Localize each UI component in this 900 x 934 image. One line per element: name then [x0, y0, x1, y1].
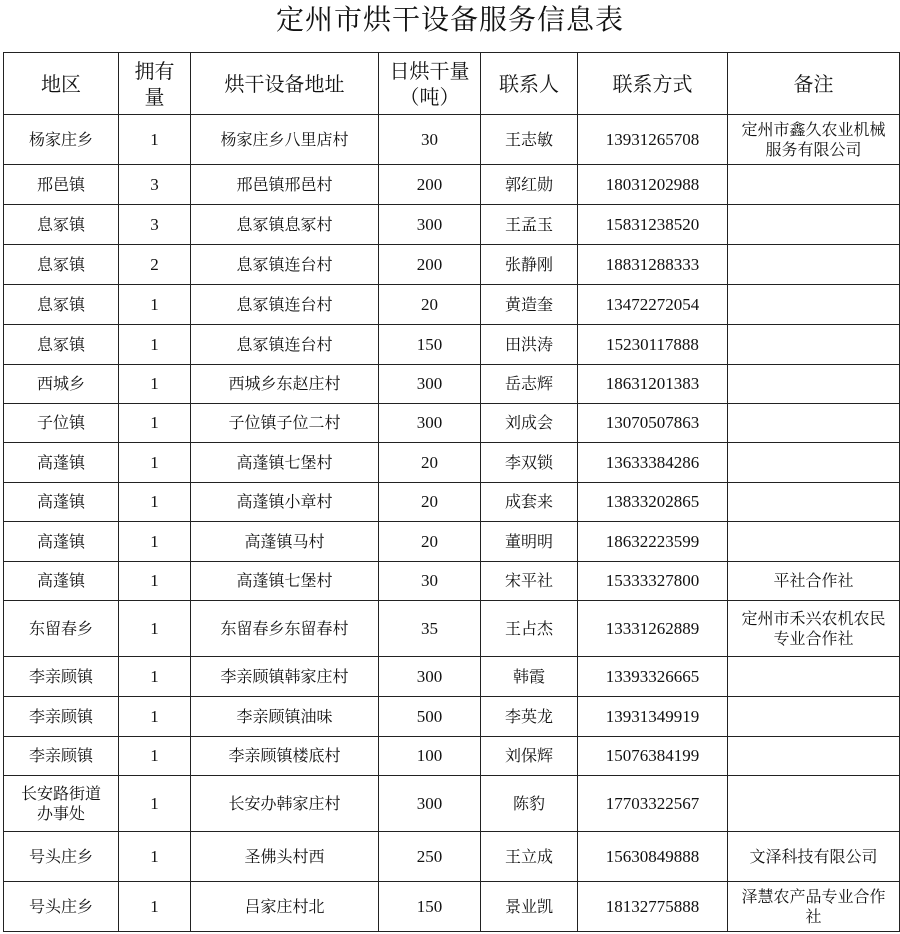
cell-capacity: 20: [379, 483, 481, 522]
cell-count: 3: [119, 165, 191, 205]
cell-contact: 黄造奎: [481, 285, 578, 325]
cell-note: 定州市鑫久农业机械服务有限公司: [728, 115, 900, 165]
cell-address: 息冢镇连台村: [191, 245, 379, 285]
cell-count: 1: [119, 325, 191, 365]
cell-note: [728, 657, 900, 697]
cell-note: [728, 325, 900, 365]
cell-capacity: 200: [379, 245, 481, 285]
cell-phone: 18132775888: [578, 882, 728, 932]
cell-count: 1: [119, 365, 191, 404]
cell-count: 1: [119, 657, 191, 697]
column-header-contact: 联系人: [481, 53, 578, 115]
cell-capacity: 500: [379, 697, 481, 737]
table-row: [4, 325, 900, 365]
cell-count: 1: [119, 404, 191, 443]
cell-note: [728, 697, 900, 737]
cell-address: 子位镇子位二村: [191, 404, 379, 443]
cell-address: 高蓬镇小章村: [191, 483, 379, 522]
cell-contact: 韩霞: [481, 657, 578, 697]
cell-contact: 刘保辉: [481, 737, 578, 776]
cell-phone: 13833202865: [578, 483, 728, 522]
cell-region: 息冢镇: [4, 325, 119, 365]
cell-region: 李亲顾镇: [4, 697, 119, 737]
table-row: [4, 601, 900, 657]
cell-phone: 18632223599: [578, 522, 728, 562]
cell-note: [728, 404, 900, 443]
table-row: [4, 737, 900, 776]
cell-phone: 13393326665: [578, 657, 728, 697]
column-header-address: 烘干设备地址: [191, 53, 379, 115]
table-row: [4, 483, 900, 522]
cell-address: 高蓬镇马村: [191, 522, 379, 562]
cell-count: 1: [119, 443, 191, 483]
cell-contact: 董明明: [481, 522, 578, 562]
cell-capacity: 300: [379, 365, 481, 404]
table-row: [4, 562, 900, 601]
cell-region: 高蓬镇: [4, 522, 119, 562]
cell-note: [728, 483, 900, 522]
header-row: [4, 53, 900, 115]
table-row: [4, 776, 900, 832]
cell-address: 圣佛头村西: [191, 832, 379, 882]
table-row: [4, 115, 900, 165]
cell-note: 泽慧农产品专业合作社: [728, 882, 900, 932]
cell-count: 1: [119, 285, 191, 325]
column-header-capacity: 日烘干量（吨）: [379, 53, 481, 115]
cell-phone: 13931349919: [578, 697, 728, 737]
cell-capacity: 20: [379, 443, 481, 483]
cell-count: 1: [119, 882, 191, 932]
cell-contact: 景业凯: [481, 882, 578, 932]
cell-region: 邢邑镇: [4, 165, 119, 205]
cell-region: 长安路街道办事处: [4, 776, 119, 832]
cell-count: 1: [119, 601, 191, 657]
cell-capacity: 20: [379, 285, 481, 325]
cell-address: 长安办韩家庄村: [191, 776, 379, 832]
cell-contact: 王占杰: [481, 601, 578, 657]
cell-phone: 15333327800: [578, 562, 728, 601]
table-row: [4, 657, 900, 697]
cell-capacity: 100: [379, 737, 481, 776]
cell-note: 定州市禾兴农机农民专业合作社: [728, 601, 900, 657]
cell-phone: 15076384199: [578, 737, 728, 776]
page-title: 定州市烘干设备服务信息表: [275, 3, 624, 36]
cell-note: [728, 205, 900, 245]
cell-address: 东留春乡东留春村: [191, 601, 379, 657]
cell-region: 李亲顾镇: [4, 737, 119, 776]
cell-note: [728, 165, 900, 205]
cell-region: 东留春乡: [4, 601, 119, 657]
cell-count: 1: [119, 832, 191, 882]
cell-region: 高蓬镇: [4, 483, 119, 522]
cell-count: 1: [119, 562, 191, 601]
cell-phone: 18831288333: [578, 245, 728, 285]
cell-note: [728, 365, 900, 404]
cell-region: 子位镇: [4, 404, 119, 443]
cell-count: 1: [119, 115, 191, 165]
cell-note: [728, 285, 900, 325]
cell-contact: 李双锁: [481, 443, 578, 483]
cell-region: 高蓬镇: [4, 562, 119, 601]
cell-contact: 岳志辉: [481, 365, 578, 404]
cell-address: 息冢镇连台村: [191, 325, 379, 365]
cell-phone: 13331262889: [578, 601, 728, 657]
cell-contact: 宋平社: [481, 562, 578, 601]
cell-phone: 18631201383: [578, 365, 728, 404]
cell-capacity: 250: [379, 832, 481, 882]
table-row: [4, 205, 900, 245]
cell-note: [728, 737, 900, 776]
cell-phone: 13633384286: [578, 443, 728, 483]
cell-count: 1: [119, 697, 191, 737]
cell-address: 杨家庄乡八里店村: [191, 115, 379, 165]
cell-contact: 田洪涛: [481, 325, 578, 365]
cell-count: 1: [119, 737, 191, 776]
cell-region: 号头庄乡: [4, 832, 119, 882]
cell-contact: 郭红勋: [481, 165, 578, 205]
cell-capacity: 200: [379, 165, 481, 205]
cell-capacity: 20: [379, 522, 481, 562]
cell-count: 1: [119, 522, 191, 562]
column-header-count: 拥有量: [119, 53, 191, 115]
cell-address: 高蓬镇七堡村: [191, 443, 379, 483]
table-row: [4, 697, 900, 737]
cell-region: 息冢镇: [4, 245, 119, 285]
cell-count: 3: [119, 205, 191, 245]
cell-capacity: 30: [379, 115, 481, 165]
table-row: [4, 443, 900, 483]
cell-address: 吕家庄村北: [191, 882, 379, 932]
cell-address: 李亲顾镇楼底村: [191, 737, 379, 776]
cell-contact: 陈豹: [481, 776, 578, 832]
cell-address: 西城乡东赵庄村: [191, 365, 379, 404]
cell-contact: 王立成: [481, 832, 578, 882]
cell-contact: 刘成会: [481, 404, 578, 443]
table-row: [4, 245, 900, 285]
cell-address: 李亲顾镇油味: [191, 697, 379, 737]
cell-phone: 13472272054: [578, 285, 728, 325]
cell-note: 文泽科技有限公司: [728, 832, 900, 882]
column-header-note: 备注: [728, 53, 900, 115]
cell-region: 西城乡: [4, 365, 119, 404]
table-row: [4, 832, 900, 882]
table-row: [4, 285, 900, 325]
cell-capacity: 300: [379, 404, 481, 443]
cell-count: 1: [119, 483, 191, 522]
cell-capacity: 300: [379, 205, 481, 245]
table-row: [4, 165, 900, 205]
cell-note: 平社合作社: [728, 562, 900, 601]
cell-contact: 成套来: [481, 483, 578, 522]
table-row: [4, 365, 900, 404]
cell-phone: 15831238520: [578, 205, 728, 245]
cell-capacity: 35: [379, 601, 481, 657]
cell-count: 1: [119, 776, 191, 832]
cell-capacity: 30: [379, 562, 481, 601]
cell-phone: 13931265708: [578, 115, 728, 165]
cell-address: 息冢镇息冢村: [191, 205, 379, 245]
cell-note: [728, 522, 900, 562]
equipment-table: [3, 52, 900, 932]
cell-contact: 王志敏: [481, 115, 578, 165]
cell-capacity: 300: [379, 776, 481, 832]
cell-capacity: 150: [379, 882, 481, 932]
cell-phone: 15230117888: [578, 325, 728, 365]
cell-phone: 13070507863: [578, 404, 728, 443]
table-row: [4, 522, 900, 562]
cell-region: 高蓬镇: [4, 443, 119, 483]
cell-address: 邢邑镇邢邑村: [191, 165, 379, 205]
column-header-phone: 联系方式: [578, 53, 728, 115]
cell-region: 息冢镇: [4, 205, 119, 245]
cell-count: 2: [119, 245, 191, 285]
cell-region: 杨家庄乡: [4, 115, 119, 165]
cell-note: [728, 443, 900, 483]
cell-phone: 18031202988: [578, 165, 728, 205]
cell-phone: 17703322567: [578, 776, 728, 832]
column-header-region: 地区: [4, 53, 119, 115]
cell-address: 息冢镇连台村: [191, 285, 379, 325]
cell-region: 号头庄乡: [4, 882, 119, 932]
cell-note: [728, 245, 900, 285]
cell-note: [728, 776, 900, 832]
cell-capacity: 300: [379, 657, 481, 697]
cell-region: 李亲顾镇: [4, 657, 119, 697]
cell-contact: 王孟玉: [481, 205, 578, 245]
cell-phone: 15630849888: [578, 832, 728, 882]
cell-capacity: 150: [379, 325, 481, 365]
cell-address: 李亲顾镇韩家庄村: [191, 657, 379, 697]
cell-region: 息冢镇: [4, 285, 119, 325]
cell-contact: 张静刚: [481, 245, 578, 285]
table-row: [4, 882, 900, 932]
table-row: [4, 404, 900, 443]
cell-address: 高蓬镇七堡村: [191, 562, 379, 601]
cell-contact: 李英龙: [481, 697, 578, 737]
